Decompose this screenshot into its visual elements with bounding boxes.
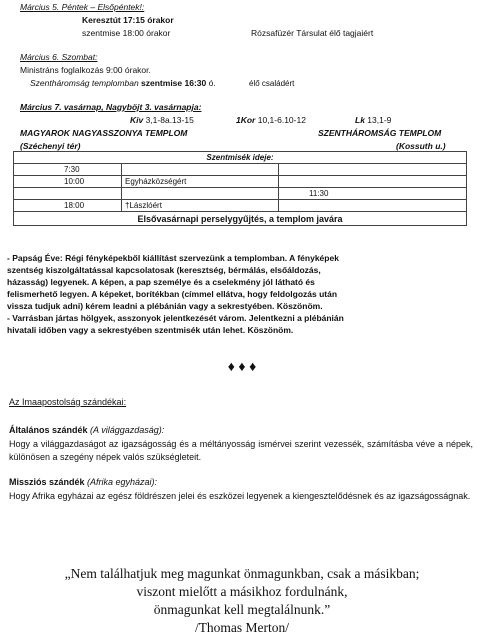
march6-mass <box>30 78 216 88</box>
intent-left: Egyházközségért <box>122 176 279 188</box>
table-row <box>14 200 467 212</box>
time-left: 18:00 <box>14 200 122 212</box>
march5-stations: Keresztút 17:15 órakor <box>82 15 174 25</box>
march6-mass-place: Szentháromság templomban <box>30 78 142 88</box>
general-intention-heading: Általános szándék (A világgazdaság): <box>9 425 165 435</box>
intent-left: †Lászlóért <box>122 200 279 212</box>
reading-2: 1Kor 10,1-6.10-12 <box>236 115 306 125</box>
table-row <box>14 188 467 200</box>
intent-left <box>122 164 279 176</box>
mass-table-footer: Elsővasárnapi perselygyűjtés, a templom javára <box>14 212 467 226</box>
church-right-location: (Kossuth u.) <box>396 141 446 151</box>
church-right-name: SZENTHÁROMSÁG TEMPLOM <box>318 128 442 138</box>
mission-intention-heading: Missziós szándék (Afrika egyházai): <box>9 477 158 487</box>
announcement-2-line: - Varrásban jártas hölgyek, asszonyok jelentkezését várom. Jelentkezni a plébánián <box>7 313 344 323</box>
mass-schedule-table <box>13 151 467 226</box>
quote-line-3: önmagunkat kell megtalálnunk.” <box>153 602 331 617</box>
mass-table-title-row <box>14 152 467 164</box>
quote-line-2: viszont mielőtt a másikhoz fordulnánk, <box>136 584 348 599</box>
march7-heading: Március 7. vasárnap, Nagyböjt 3. vasárnapja: <box>20 102 202 112</box>
march6-heading: Március 6. Szombat: <box>20 52 98 62</box>
announcement-1-line: szentség kiszolgáltatással kapcsolatosak (keresztség, bérmálás, elsőáldozás, <box>7 265 321 275</box>
announcement-1-line: - Papság Éve: Régi fényképekből kiállítást szervezünk a templomban. A fényképek <box>7 253 339 263</box>
table-row <box>14 164 467 176</box>
time-right <box>279 164 467 176</box>
announcement-1-line: felismerhető legyen. A képeket, borítékban (címmel ellátva, hogy feldolgozás után <box>7 289 338 299</box>
time-left: 7:30 <box>14 164 122 176</box>
quote-line-1: „Nem találhatjuk meg magunkat önmagunkban, csak a másikban; <box>64 566 420 581</box>
time-left <box>14 188 122 200</box>
mass-table-title: Szentmisék ideje: <box>14 152 467 164</box>
intent-left <box>122 188 279 200</box>
diamond-divider: ♦ ♦ ♦ <box>227 360 257 375</box>
church-left-location: (Széchenyi tér) <box>20 141 81 151</box>
quote-author: /Thomas Merton/ <box>194 620 290 635</box>
march6-mass-time: szentmise 16:30 <box>141 78 207 88</box>
time-left: 10:00 <box>14 176 122 188</box>
table-row <box>14 176 467 188</box>
general-intention-text: Hogy a világgazdaságot az igazságosság és a méltányosság ismérvei szerint vezessék, számításba véve a népek, különösen a szegény népek valós szükségleteit. <box>9 439 473 462</box>
march5-mass-intent: Rózsafüzér Társulat élő tagjaiért <box>251 28 374 38</box>
time-right <box>279 176 467 188</box>
march6-ministrant: Ministráns foglalkozás 9:00 órakor. <box>20 65 151 75</box>
march6-mass-suffix: ó. <box>206 78 216 88</box>
announcement-1-line: házasság) legyenek. A képen, a pap személye és a cselekmény jól látható és <box>7 277 315 287</box>
march6-mass-intent: élő családért <box>249 79 295 88</box>
church-left-name: MAGYAROK NAGYASSZONYA TEMPLOM <box>20 128 188 138</box>
announcement-1-line: vissza tudjuk adni) kérem leadni a plébánián vagy a sekrestyében. Köszönöm. <box>7 301 323 311</box>
time-right: 11:30 <box>279 188 467 200</box>
mass-table-footer-row <box>14 212 467 226</box>
prayer-heading: Az Imaapostolság szándékai: <box>9 397 127 407</box>
announcement-2-line: hivatali időben vagy a sekrestyében szentmisék után lehet. Köszönöm. <box>7 325 294 335</box>
march5-mass: szentmise 18:00 órakor <box>82 28 171 38</box>
reading-1: Kiv 3,1-8a.13-15 <box>130 115 194 125</box>
time-right <box>279 200 467 212</box>
reading-3: Lk 13,1-9 <box>355 115 392 125</box>
mission-intention-text: Hogy Afrika egyházai az egész földrészen jelei és eszközei legyenek a kiengesztelődésnek és az igazságosságnak. <box>9 491 471 501</box>
march5-heading: Március 5. Péntek – Elsőpéntek!: <box>20 2 145 12</box>
